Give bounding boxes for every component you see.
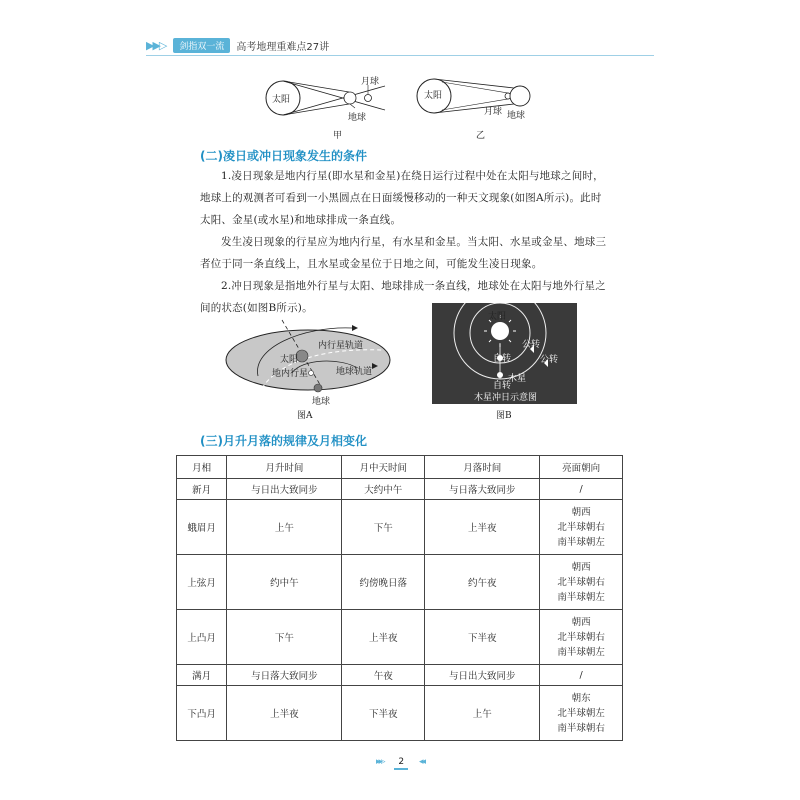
table-cell: 下午 [227,610,342,665]
table-cell: 下半夜 [342,686,425,741]
table-cell: 上午 [425,686,540,741]
face-line: 朝西 [571,616,591,628]
section-title-moon-phases: (三)月升月落的规律及月相变化 [200,434,367,448]
table-cell: 满月 [177,665,227,686]
table-cell: 上半夜 [342,610,425,665]
figure-b-rotation-label-2: 自转 [493,381,512,391]
figure-b-revolution-label-1: 公转 [522,340,541,350]
table-cell: 下凸月 [177,686,227,741]
table-cell: 约午夜 [425,555,540,610]
figure-a-inner-planet-label: 地内行星 [272,369,309,379]
table-cell: 上午 [227,500,342,555]
page-footer [0,756,800,770]
moon-phase-table [176,455,623,741]
table-cell: / [540,479,623,500]
table-cell: 新月 [177,479,227,500]
table-cell: 下午 [342,500,425,555]
table-cell-face [540,610,623,665]
table-cell: 下半夜 [425,610,540,665]
table-header-cell: 亮面朝向 [540,456,623,479]
face-line: 北半球朝右 [557,521,605,533]
header-arrows-icon: ▶▶▷ [146,38,166,52]
figure-jia-moon-label: 月球 [361,77,380,87]
table-cell: 与日落大致同步 [425,479,540,500]
table-cell-face [540,686,623,741]
table-row [177,555,623,610]
table-cell-face [540,555,623,610]
table-cell: 午夜 [342,665,425,686]
figure-b-title: 木星冲日示意图 [474,393,538,403]
footer-arrows-left-icon: ▸▸▹ [375,757,384,767]
table-header-row [177,456,623,479]
page-number: 2 [394,756,408,770]
table-cell: 上凸月 [177,610,227,665]
figure-b-revolution-label-2: 公转 [540,355,559,365]
header-title: 高考地理重难点27讲 [236,41,330,53]
table-row [177,479,623,500]
table-cell: 上半夜 [227,686,342,741]
table-cell: / [540,665,623,686]
figure-b-jupiter-label: 木星 [508,374,527,384]
table-cell: 上弦月 [177,555,227,610]
running-header [146,37,329,53]
table-row [177,665,623,686]
footer-arrows-right-icon: ◂◂ [419,757,425,767]
table-row [177,610,623,665]
face-line: 朝西 [571,561,591,573]
table-header-cell: 月落时间 [425,456,540,479]
figure-b-sun-label: 太阳 [488,312,507,322]
figure-a-earth-label: 地球 [312,397,331,407]
table-cell: 蛾眉月 [177,500,227,555]
table-header-cell: 月升时间 [227,456,342,479]
face-line: 北半球朝左 [557,707,605,719]
table-cell: 大约中午 [342,479,425,500]
figure-yi-sun-label: 太阳 [424,91,443,101]
table-cell: 与日出大致同步 [425,665,540,686]
figure-a-caption: 图A [297,411,313,421]
face-line: 南半球朝左 [557,646,605,658]
figure-yi-earth-label: 地球 [507,111,526,121]
face-line: 南半球朝左 [557,591,605,603]
face-line: 北半球朝右 [557,631,605,643]
paragraph-transit-2: 发生凌日现象的行星应为地内行星，有水星和金星。当太阳、水星或金星、地球三者位于同一条直线上，且水星或金星位于日地之间，可能发生凌日现象。 [200,236,607,270]
face-line: 北半球朝右 [557,576,605,588]
figure-a-inner-orbit-label: 内行星轨道 [318,341,364,351]
figure-a-diagram [222,318,397,408]
table-cell-face [540,500,623,555]
table-cell: 约傍晚日落 [342,555,425,610]
figure-b-caption: 图B [496,411,512,421]
face-line: 南半球朝左 [557,536,605,548]
figure-a-sun-label: 太阳 [280,355,299,365]
figure-a-earth-orbit-label: 地球轨道 [336,367,373,377]
header-divider [146,55,654,56]
table-cell: 与日落大致同步 [227,665,342,686]
paragraph-transit-1: 1.凌日现象是地内行星(即水星和金星)在绕日运行过程中处在太阳与地球之间时，地球上的观测者可看到一小黑圆点在日面缓慢移动的一种天文现象(如图A所示)。此时太阳、金星(或水星)和地球排成一条直线。 [200,170,604,226]
face-line: 朝西 [571,506,591,518]
figure-jia-earth-label: 地球 [348,113,367,123]
table-header-cell: 月中天时间 [342,456,425,479]
figure-yi-moon-label: 月球 [484,107,503,117]
paragraph-opposition: 2.冲日现象是指地外行星与太阳、地球排成一条直线，地球处在太阳与地外行星之间的状态(如图B所示)。 [200,280,606,314]
table-row [177,500,623,555]
figure-b-rotation-label-1: 自转 [493,354,512,364]
face-line: 朝东 [571,692,591,704]
header-badge: 剑指双一流 [173,38,230,53]
table-cell: 约中午 [227,555,342,610]
table-cell: 上半夜 [425,500,540,555]
table-row [177,686,623,741]
table-header-cell: 月相 [177,456,227,479]
figure-jia-caption: 甲 [333,131,343,141]
figure-yi-caption: 乙 [476,131,486,141]
face-line: 南半球朝右 [557,722,605,734]
table-cell: 与日出大致同步 [227,479,342,500]
section-title-transit: (二)凌日或冲日现象发生的条件 [200,149,367,163]
figure-jia-sun-label: 太阳 [272,95,291,105]
